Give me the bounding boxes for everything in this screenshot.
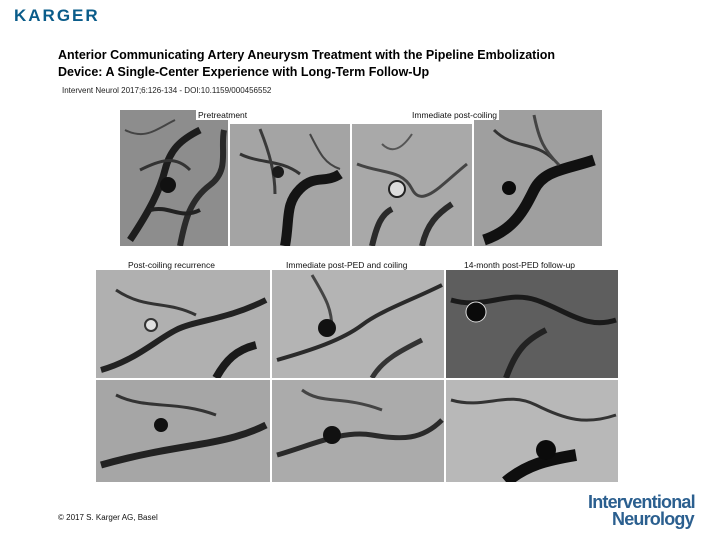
angiogram-recurrence-frontal <box>96 270 270 378</box>
angiogram-followup-frontal <box>446 270 618 378</box>
angiogram-post-coiling-frontal <box>352 124 472 246</box>
angiogram-recurrence-lateral <box>96 380 270 482</box>
title-line-1: Anterior Communicating Artery Aneurysm Treatment with the Pipeline Embolization <box>58 48 556 62</box>
journal-logo <box>588 494 713 528</box>
page-title <box>58 47 658 81</box>
angiogram-followup-lateral <box>446 380 618 482</box>
angiogram-pretreatment-frontal <box>120 110 228 246</box>
title-line-2: Device: A Single-Center Experience with Long-Term Follow-Up <box>58 65 430 79</box>
angiogram-post-ped-lateral <box>272 380 444 482</box>
journal-logo-line-2: Neurology <box>612 509 694 529</box>
copyright: © 2017 S. Karger AG, Basel <box>58 513 158 522</box>
label-followup: 14-month post-PED follow-up <box>464 260 576 270</box>
angiogram-pretreatment-lateral <box>230 124 350 246</box>
publisher-logo: KARGER <box>14 6 100 25</box>
label-immediate-post-coiling: Immediate post-coiling <box>412 110 498 120</box>
label-immediate-post-ped: Immediate post-PED and coiling <box>286 260 408 270</box>
label-post-coiling-recurrence: Post-coiling recurrence <box>128 260 215 270</box>
angiogram-post-coiling-lateral <box>474 110 602 246</box>
angiogram-post-ped-frontal <box>272 270 444 378</box>
label-pretreatment: Pretreatment <box>198 110 248 120</box>
journal-logo-line-1: Interventional <box>588 492 695 512</box>
citation: Intervent Neurol 2017;6:126-134 - DOI:10.1159/000456552 <box>62 86 272 95</box>
